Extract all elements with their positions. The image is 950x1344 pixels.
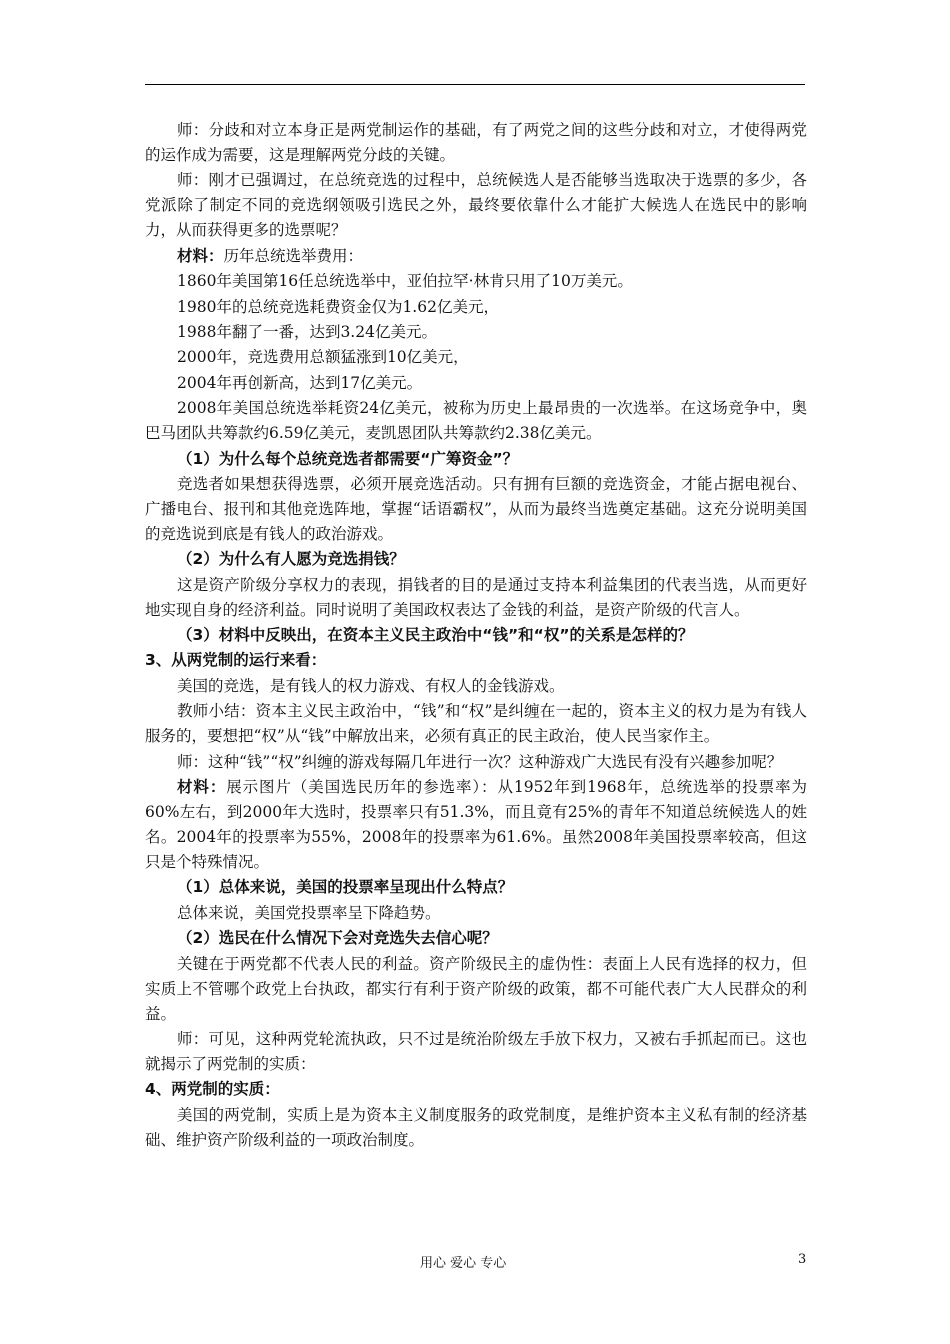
paragraph-text: 师：刚才已强调过，在总统竞选的过程中，总统候选人是否能够当选取决于选票的多少，各党派除了制定不同的竞选纲领吸引选民之外，最终要依靠什么才能扩大候选人在选民中的影响力，从而获得更多的选票呢？ [145,171,807,240]
paragraph [145,168,807,243]
paragraph-text: 关键在于两党都不代表人民的利益。资产阶级民主的虚伪性：表面上人民有选择的权力，但实质上不管哪个政党上台执政，都实行有利于资产阶级的政策，都不可能代表广大人民群众的利益。 [145,954,807,1023]
paragraph [145,573,807,623]
section-heading [145,447,807,472]
section-heading [145,547,807,572]
paragraph-text: 3、从两党制的运行来看： [145,651,327,670]
paragraph-text: 美国的竞选，是有钱人的权力游戏、有权人的金钱游戏。 [177,676,565,695]
paragraph-text: （2）为什么有人愿为竞选捐钱？ [177,550,405,569]
paragraph-text: （1）为什么每个总统竞选者都需要“广筹资金”？ [177,449,519,468]
paragraph [145,269,807,294]
paragraph-text: （2）选民在什么情况下会对竞选失去信心呢？ [177,929,498,948]
paragraph-text: 美国的两党制，实质上是为资本主义制度服务的政党制度，是维护资本主义私有制的经济基础、维护资产阶级利益的一项政治制度。 [145,1105,807,1149]
material-label: 材料： [177,778,227,797]
paragraph-text: 4、两党制的实质： [145,1080,280,1099]
paragraph-text: 1988年翻了一番，达到3.24亿美元。 [177,322,437,341]
paragraph [145,699,807,749]
paragraph [145,320,807,345]
header-rule [145,84,805,85]
paragraph [145,674,807,699]
section-heading [145,1077,807,1102]
paragraph-text: 1860年美国第16任总统选举中，亚伯拉罕·林肯只用了10万美元。 [177,272,633,291]
paragraph [145,472,807,547]
paragraph-text: 总体来说，美国党投票率呈下降趋势。 [177,903,441,922]
paragraph-text: 竞选者如果想获得选票，必须开展竞选活动。只有拥有巨额的竞选资金，才能占据电视台、广播电台、报刊和其他竞选阵地，掌握“话语霸权”，从而为最终当选奠定基础。这充分说明美国的竞选说到底是有钱人的政治游戏。 [145,474,807,543]
paragraph-text: 2004年再创新高，达到17亿美元。 [177,373,423,392]
paragraph-text: 历年总统选举费用： [223,246,364,265]
section-heading [145,926,807,951]
paragraph [145,1027,807,1077]
section-heading [145,875,807,900]
paragraph-text: 这是资产阶级分享权力的表现，捐钱者的目的是通过支持本利益集团的代表当选，从而更好地实现自身的经济利益。同时说明了美国政权表达了金钱的利益，是资产阶级的代言人。 [145,575,807,619]
paragraph-text: 师：这种“钱”“权”纠缠的游戏每隔几年进行一次？这种游戏广大选民有没有兴趣参加呢？ [177,752,783,771]
paragraph [145,901,807,926]
paragraph [145,775,807,875]
paragraph-text: 教师小结：资本主义民主政治中，“钱”和“权”是纠缠在一起的，资本主义的权力是为有钱人服务的，要想把“权”从“钱”中解放出来，必须有真正的民主政治，使人民当家作主。 [145,702,807,746]
paragraph-text: 师：可见，这种两党轮流执政，只不过是统治阶级左手放下权力，又被右手抓起而已。这也就揭示了两党制的实质： [145,1029,807,1073]
paragraph-text: 展示图片（美国选民历年的参选率）：从1952年到1968年，总统选举的投票率为60%左右，到2000年大选时，投票率只有51.3%，而且竟有25%的青年不知道总统候选人的姓名。2004年的投票率为55%，2008年的投票率为61.6%。虽然2008年美国投票率较高，但这只是个特殊情况。 [145,778,807,872]
paragraph-text: （3）材料中反映出，在资本主义民主政治中“钱”和“权”的关系是怎样的？ [177,626,694,645]
section-heading [145,648,807,673]
paragraph [145,396,807,446]
paragraph [145,750,807,775]
paragraph [145,1103,807,1153]
section-heading [145,623,807,648]
document-body [145,118,807,1153]
paragraph-text: 1980年的总统竞选耗费资金仅为1.62亿美元， [177,297,499,316]
paragraph-text: 2008年美国总统选举耗资24亿美元，被称为历史上最昂贵的一次选举。在这场竞争中，奥巴马团队共筹款约6.59亿美元，麦凯恩团队共筹款约2.38亿美元。 [145,399,807,443]
paragraph-text: 2000年，竞选费用总额猛涨到10亿美元， [177,348,469,367]
paragraph [145,118,807,168]
paragraph [145,371,807,396]
page-number: 3 [798,1252,807,1267]
footer-motto: 用心 爱心 专心 [420,1256,507,1271]
paragraph [145,244,807,269]
paragraph [145,952,807,1027]
material-label: 材料： [177,246,224,265]
paragraph [145,345,807,370]
paragraph [145,295,807,320]
paragraph-text: 师：分歧和对立本身正是两党制运作的基础，有了两党之间的这些分歧和对立，才使得两党的运作成为需要，这是理解两党分歧的关键。 [145,121,807,164]
paragraph-text: （1）总体来说，美国的投票率呈现出什么特点？ [177,878,514,897]
